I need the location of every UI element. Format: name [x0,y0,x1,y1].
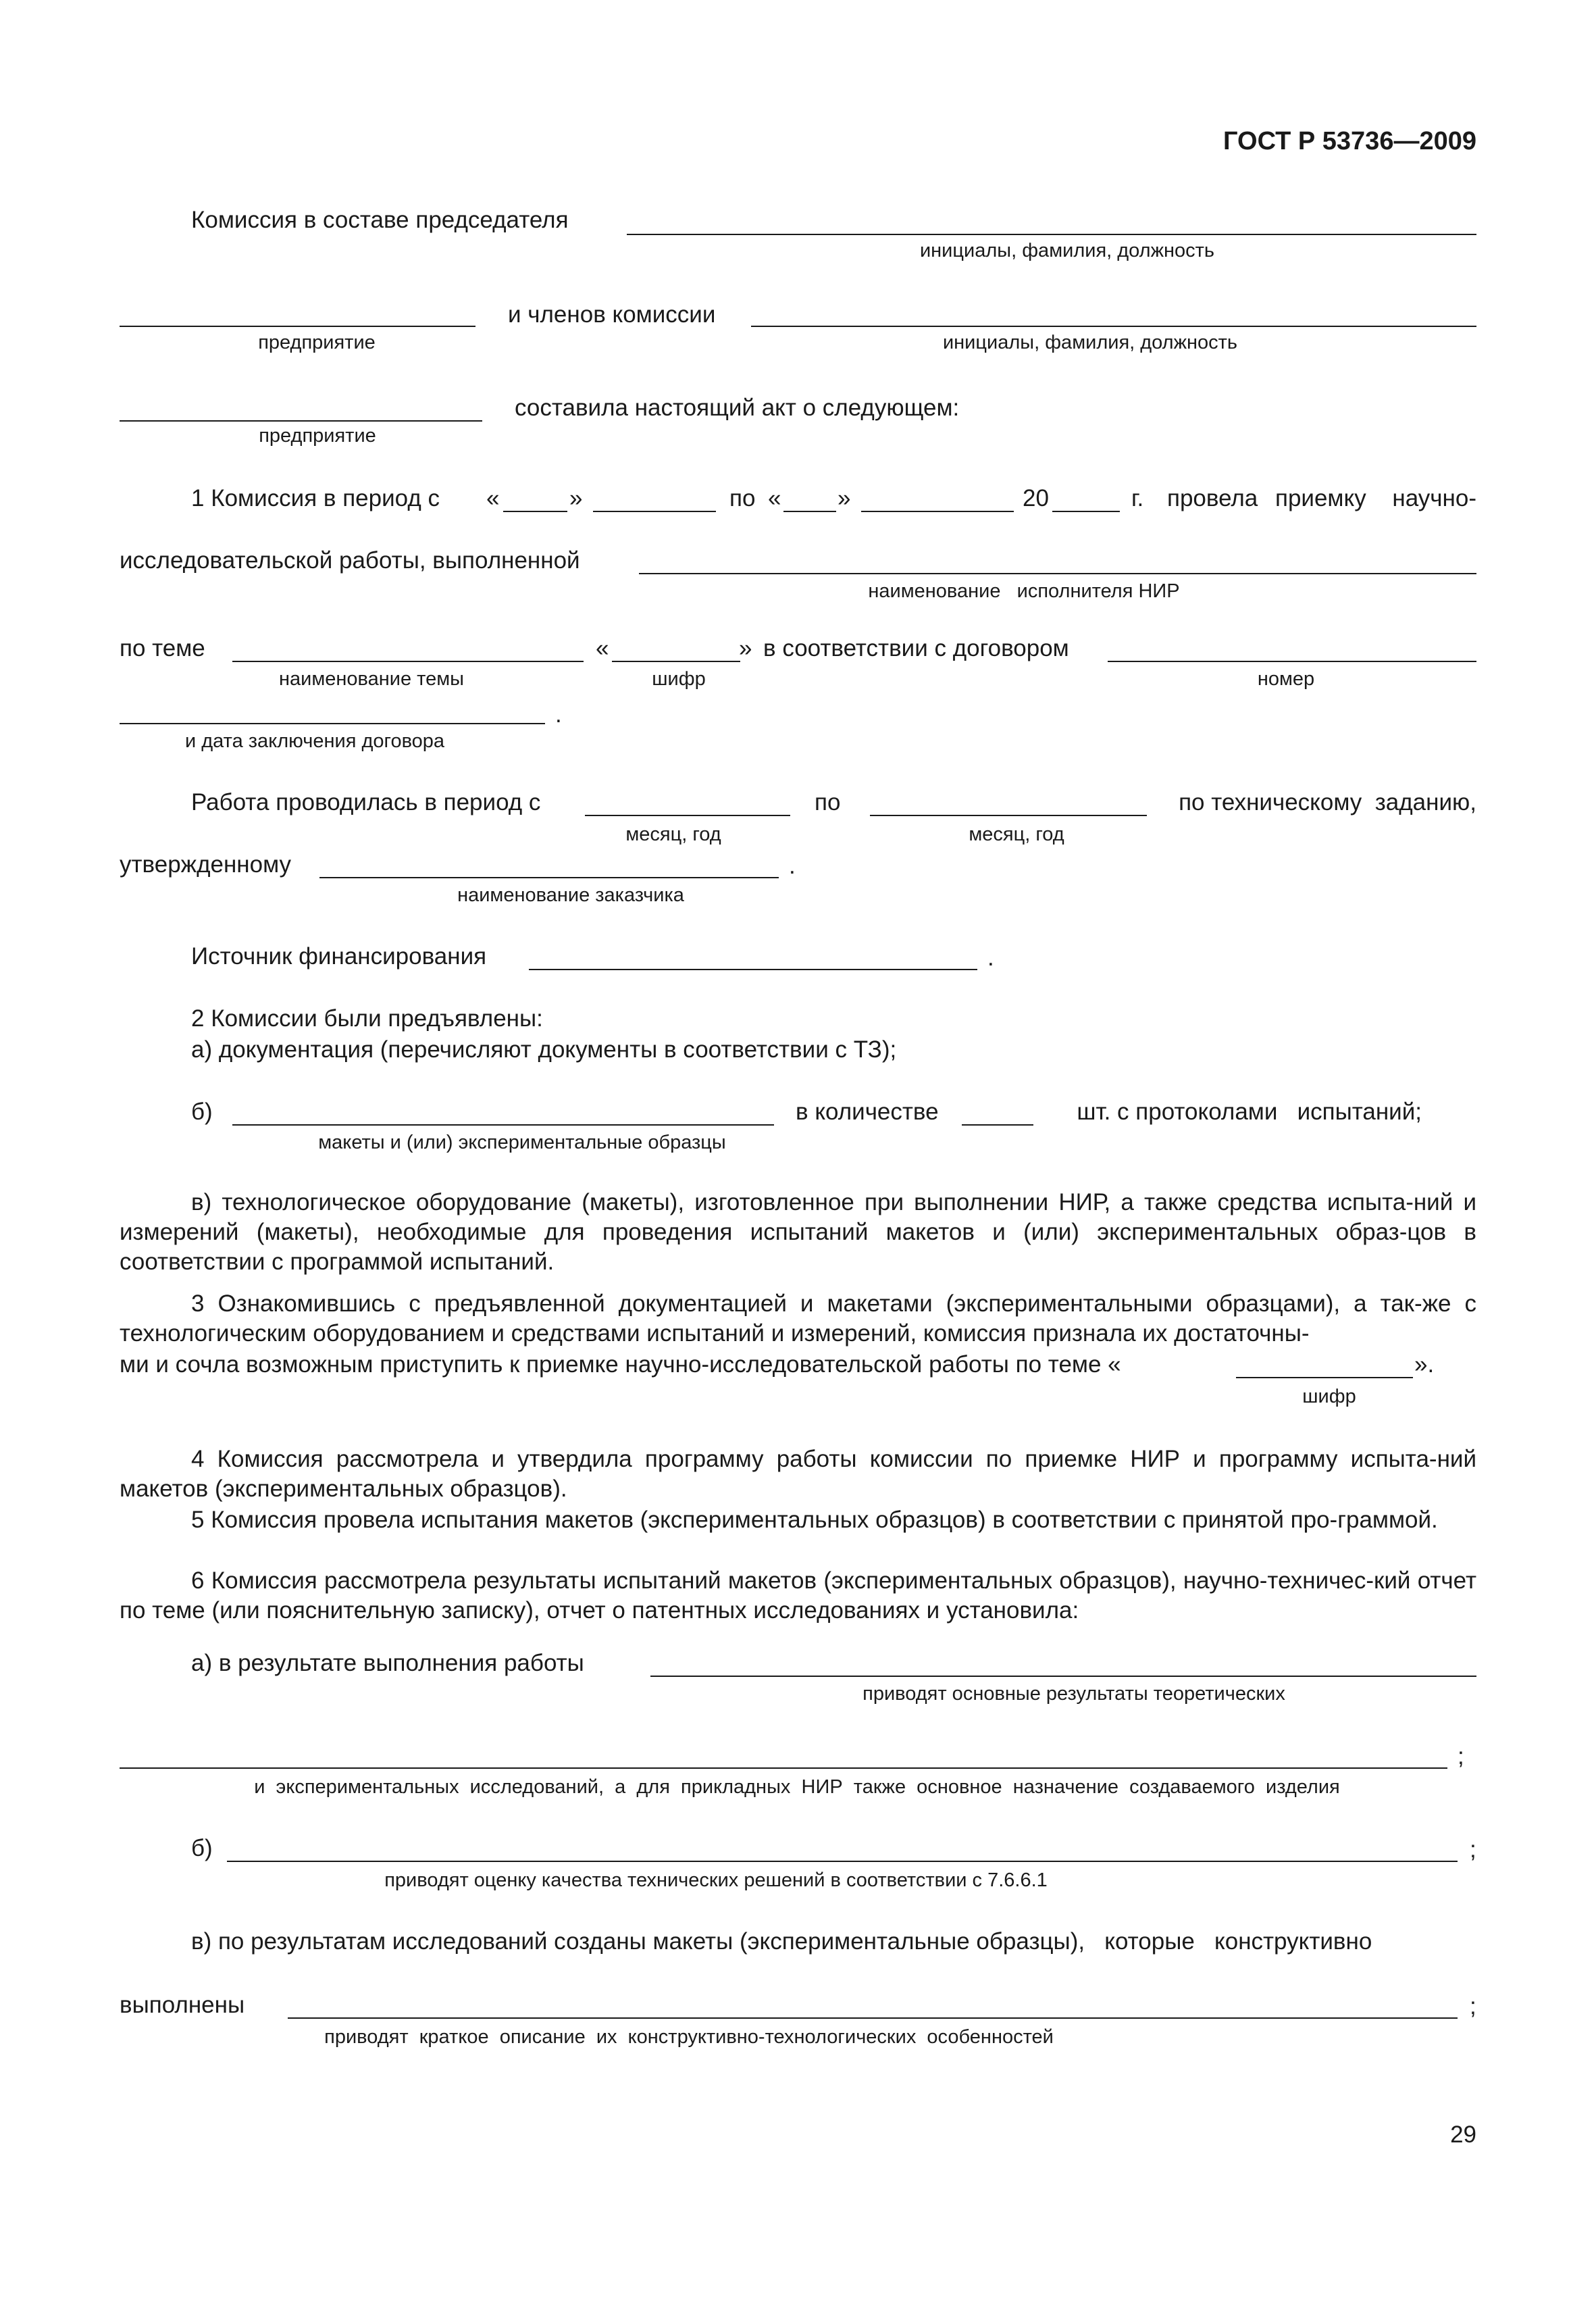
performer-field[interactable] [639,573,1476,574]
enterprise-caption-2: предприятие [259,425,376,447]
description-field[interactable] [288,2017,1458,2019]
approved-label: утвержденному [120,851,292,878]
quantity-text: в количестве [796,1099,939,1125]
quote-open-2: « [768,485,781,511]
standard-number: ГОСТ Р 53736—2009 [1223,127,1476,155]
description-caption: приводят краткое описание их конструктивно-технологических особенностей [324,2026,1054,2048]
semicolon-1: ; [1458,1743,1464,1769]
year-prefix: 20 [1023,485,1049,511]
item4-text: 4 Комиссия рассмотрела и утвердила программу работы комиссии по приемке НИР и программу испыта-ний макетов (экспериментальных образцов). [120,1446,1476,1502]
year-suffix: г. [1131,485,1144,511]
customer-dot: . [789,853,796,879]
enterprise-caption-1: предприятие [258,332,376,353]
page-number: 29 [1450,2121,1476,2148]
mockups-field[interactable] [232,1124,774,1126]
quote-close-2: » [838,485,851,511]
members-intro: и членов комиссии [508,301,716,328]
item5-text: 5 Комиссия провела испытания макетов (экспериментальных образцов) в соответствии с принятой про-граммой. [191,1507,1438,1533]
quote-open-1: « [486,485,500,511]
item6-b-label: б) [191,1835,213,1861]
cipher-field-2[interactable] [1236,1377,1413,1378]
research-cont: исследовательской работы, выполненной [120,547,580,574]
number-caption: номер [1257,668,1315,690]
acceptance-word: приемку [1275,485,1366,511]
month-field-1[interactable] [593,511,716,512]
item3-last-line: ми и сочла возможным приступить к приемке научно-исследовательской работы по теме « [120,1351,1121,1378]
item6-v: в) по результатам исследований созданы макеты (экспериментальные образцы), которые конструктивно [191,1928,1372,1955]
to-label-1: по [729,485,756,511]
members-field[interactable] [751,326,1476,327]
done-label: выполнены [120,1992,245,2018]
day-field-1[interactable] [503,511,567,512]
item2-v: в) технологическое оборудование (макеты), изготовленное при выполнении НИР, а также средства испыта-ний и измерений (макеты), необходимые для проведения испытаний макетов и (или) экспериментальных образ-цов в соответствии с программой испытаний. [120,1189,1476,1275]
quality-field[interactable] [227,1861,1458,1862]
start-date-field[interactable] [585,815,790,816]
month-field-2[interactable] [861,511,1014,512]
topic-field[interactable] [232,661,584,662]
funding-dot: . [987,945,994,971]
item2-a: а) документация (перечисляют документы в соответствии с ТЗ); [191,1036,897,1063]
semicolon-3: ; [1470,1993,1476,2019]
enterprise-field-2[interactable] [120,420,482,422]
chair-caption: инициалы, фамилия, должность [919,240,1215,261]
cipher-caption-2: шифр [1302,1386,1356,1407]
chair-intro: Комиссия в составе председателя [191,207,569,233]
members-caption: инициалы, фамилия, должность [942,332,1238,353]
quality-caption: приводят оценку качества технических решений в соответствии с 7.6.6.1 [384,1869,1048,1891]
to-label-2: по [815,789,841,815]
chair-field[interactable] [627,234,1476,235]
topic-label: по теме [120,635,205,661]
item6-a: а) в результате выполнения работы [191,1650,584,1676]
contract-date-caption: и дата заключения договора [184,730,445,752]
research-part: научно- [1392,485,1476,511]
results-field-1[interactable] [650,1676,1476,1677]
protocols-text: шт. с протоколами испытаний; [1077,1099,1422,1125]
compiled-text: составила настоящий акт о следующем: [515,395,960,421]
funding-label: Источник финансирования [191,943,487,970]
by-tz-text: по техническому заданию, [1179,789,1476,815]
semicolon-2: ; [1470,1836,1476,1863]
quote-close-3: » [739,635,752,661]
accepted-word: провела [1167,485,1258,511]
results-caption-2: и экспериментальных исследований, а для прикладных НИР также основное назначение создаваемого изделия [254,1776,1340,1798]
item3-end: ». [1414,1351,1435,1378]
quantity-field[interactable] [962,1124,1033,1126]
month-year-caption-1: месяц, год [625,824,721,845]
quote-open-3: « [596,635,609,661]
period-from: 1 Комиссия в период с [191,485,440,511]
year-field[interactable] [1052,511,1120,512]
results-caption-1: приводят основные результаты теоретических [863,1683,1285,1705]
customer-caption: наименование заказчика [457,884,684,906]
performer-caption: наименование исполнителя НИР [868,580,1180,602]
enterprise-field-1[interactable] [120,326,475,327]
item2-b-label: б) [191,1099,213,1125]
mockups-caption: макеты и (или) экспериментальные образцы [318,1132,726,1153]
customer-field[interactable] [319,877,779,878]
cipher-caption-1: шифр [652,668,706,690]
contract-date-field[interactable] [120,723,545,724]
contract-number-field[interactable] [1108,661,1476,662]
topic-caption: наименование темы [278,668,465,690]
item3-text: 3 Ознакомившись с предъявленной документацией и макетами (экспериментальными образцами), а так-же с технологическим оборудованием и средствами испытаний и измерений, комиссия признала их достаточны- [120,1290,1476,1347]
day-field-2[interactable] [783,511,836,512]
month-year-caption-2: месяц, год [969,824,1064,845]
funding-field[interactable] [529,969,977,970]
contract-text: в соответствии с договором [763,635,1069,661]
contract-date-dot: . [555,701,562,728]
quote-close-1: » [569,485,583,511]
cipher-field-1[interactable] [612,661,740,662]
results-field-2[interactable] [120,1767,1447,1769]
presented-text: 2 Комиссии были предъявлены: [191,1005,543,1032]
period-done: Работа проводилась в период с [191,789,541,815]
item6-text: 6 Комиссия рассмотрела результаты испытаний макетов (экспериментальных образцов), научно-техничес-кий отчет по теме (или пояснительную записку), отчет о патентных исследованиях и установила: [120,1567,1476,1624]
end-date-field[interactable] [870,815,1147,816]
